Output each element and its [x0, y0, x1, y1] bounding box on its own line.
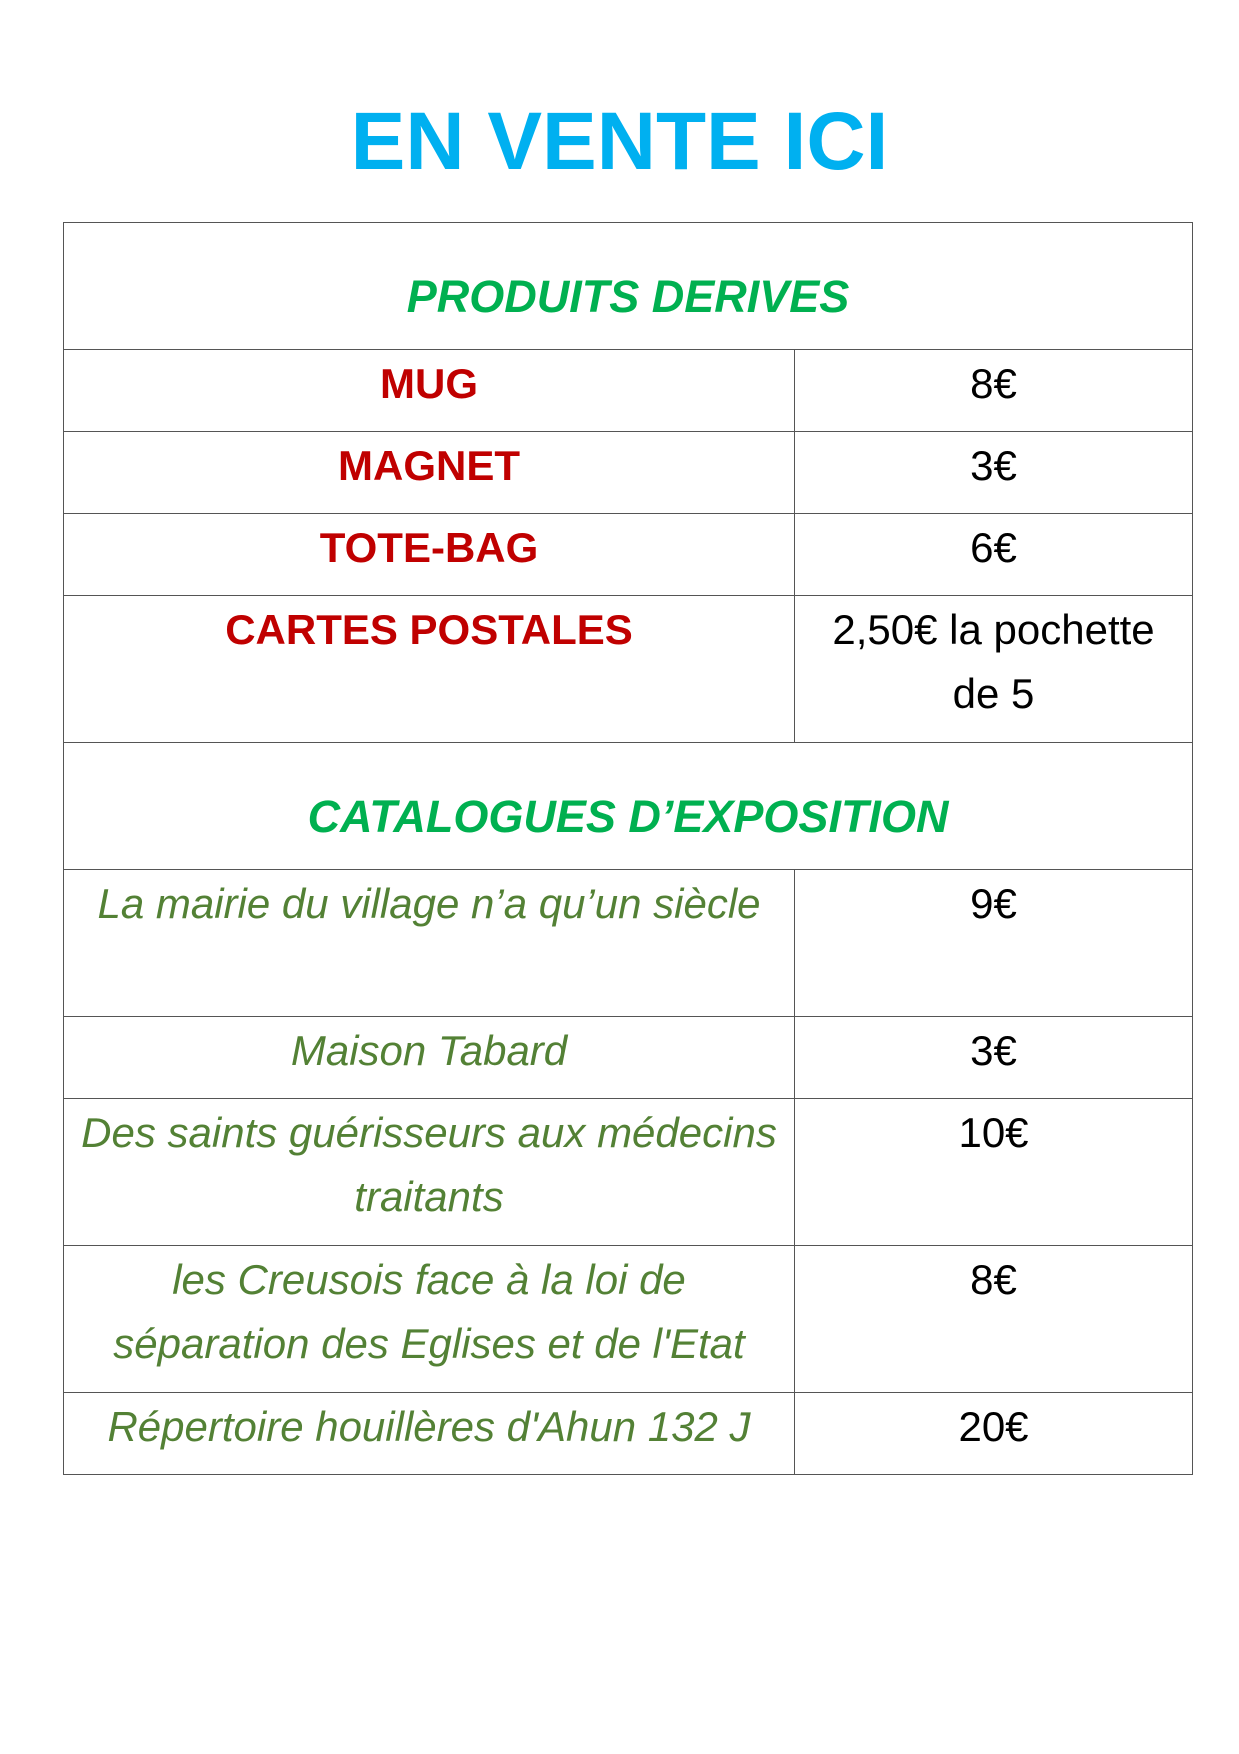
- section-header-row: [64, 743, 1193, 870]
- item-price-cell: [795, 870, 1193, 1017]
- table-row: [64, 1017, 1193, 1099]
- product-price: 8€: [970, 360, 1017, 407]
- item-price-cell: [795, 1017, 1193, 1099]
- product-price: 6€: [970, 524, 1017, 571]
- product-name: MAGNET: [338, 442, 520, 489]
- catalog-title: Des saints guérisseurs aux médecins traitants: [81, 1109, 777, 1220]
- item-price-cell: [795, 596, 1193, 743]
- item-name-cell: [64, 1099, 795, 1246]
- table-row: [64, 350, 1193, 432]
- catalog-price: 3€: [970, 1027, 1017, 1074]
- section-header-cell: [64, 223, 1193, 350]
- product-name: CARTES POSTALES: [225, 606, 633, 653]
- table-row: [64, 1246, 1193, 1393]
- item-name-cell: [64, 1393, 795, 1475]
- catalog-title: Maison Tabard: [290, 1027, 568, 1074]
- table-row: [64, 1393, 1193, 1475]
- item-name-cell: [64, 1017, 795, 1099]
- item-name-cell: [64, 432, 795, 514]
- product-name: TOTE-BAG: [319, 524, 539, 571]
- product-price: 3€: [970, 442, 1017, 489]
- table-row: [64, 596, 1193, 743]
- product-name: MUG: [380, 360, 478, 407]
- section-header-cell: [64, 743, 1193, 870]
- section-heading-produits-derives: PRODUITS DERIVES: [406, 271, 850, 322]
- page-title: EN VENTE ICI: [350, 96, 889, 187]
- item-price-cell: [795, 1393, 1193, 1475]
- table-row: [64, 1099, 1193, 1246]
- item-name-cell: [64, 514, 795, 596]
- section-header-row: [64, 223, 1193, 350]
- item-price-cell: [795, 514, 1193, 596]
- product-price: 2,50€ la pochette de 5: [832, 606, 1155, 717]
- item-name-cell: [64, 870, 795, 1017]
- price-table: [63, 222, 1193, 1475]
- catalog-price: 10€: [958, 1109, 1029, 1156]
- catalog-price: 9€: [970, 880, 1017, 927]
- table-row: [64, 514, 1193, 596]
- catalog-title: les Creusois face à la loi de séparation des Eglises et de l'Etat: [113, 1256, 745, 1367]
- catalog-price: 20€: [958, 1403, 1029, 1450]
- catalog-price: 8€: [970, 1256, 1017, 1303]
- item-price-cell: [795, 350, 1193, 432]
- item-name-cell: [64, 350, 795, 432]
- catalog-title: Répertoire houillères d'Ahun 132 J: [107, 1403, 751, 1450]
- item-name-cell: [64, 596, 795, 743]
- item-price-cell: [795, 1246, 1193, 1393]
- item-price-cell: [795, 432, 1193, 514]
- item-name-cell: [64, 1246, 795, 1393]
- table-row: [64, 432, 1193, 514]
- catalog-title: La mairie du village n’a qu’un siècle: [97, 880, 761, 927]
- table-row: [64, 870, 1193, 1017]
- section-heading-catalogues: CATALOGUES D’EXPOSITION: [307, 791, 949, 842]
- item-price-cell: [795, 1099, 1193, 1246]
